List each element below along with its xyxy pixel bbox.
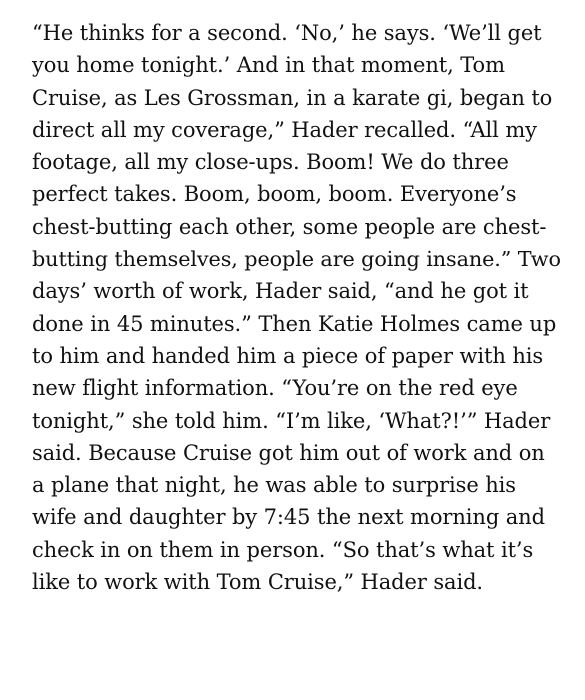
paragraph-line: new flight information. “You’re on the red eye [32, 376, 518, 401]
paragraph-line: Cruise, as Les Grossman, in a karate gi, began to [32, 85, 553, 110]
paragraph-line: check in on them in person. “So that’s what it’s [32, 537, 534, 562]
paragraph-line: days’ worth of work, Hader said, “and he got it [32, 279, 529, 304]
paragraph-line: done in 45 minutes.” Then Katie Holmes came up [32, 311, 557, 336]
paragraph-line: to him and handed him a piece of paper with his [32, 343, 544, 368]
paragraph-line: perfect takes. Boom, boom, boom. Everyone’s [32, 182, 517, 207]
paragraph-line: butting themselves, people are going insane.” Two [32, 247, 561, 272]
paragraph-line: footage, all my close-ups. Boom! We do three [32, 150, 509, 175]
paragraph-line: tonight,” she told him. “I’m like, ‘What?!’” Hader [32, 408, 551, 433]
paragraph-line: “He thinks for a second. ‘No,’ he says. ‘We’ll get [32, 21, 542, 45]
paragraph-line: said. Because Cruise got him out of work and on [32, 440, 545, 465]
article-paragraph [32, 17, 562, 598]
paragraph-line: wife and daughter by 7:45 the next morning and [32, 505, 545, 530]
paragraph-line: a plane that night, he was able to surprise his [32, 473, 516, 498]
paragraph-line: direct all my coverage,” Hader recalled. “All my [32, 117, 537, 142]
paragraph-line: chest-butting each other, some people are chest- [32, 214, 547, 239]
paragraph-line: you home tonight.’ And in that moment, Tom [32, 53, 505, 78]
paragraph-line: like to work with Tom Cruise,” Hader said. [32, 570, 484, 595]
